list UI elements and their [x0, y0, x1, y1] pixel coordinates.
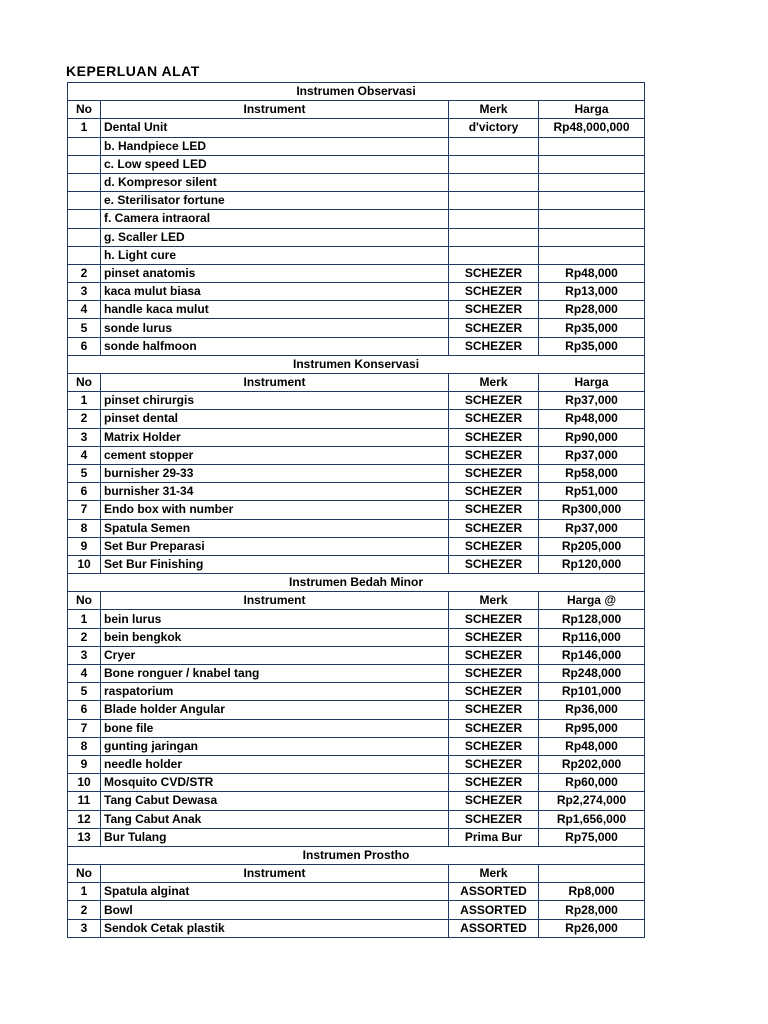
cell-no: 4 — [68, 301, 101, 319]
cell-harga: Rp205,000 — [539, 537, 645, 555]
cell-no — [68, 210, 101, 228]
table-row — [68, 628, 645, 646]
cell-harga: Rp35,000 — [539, 319, 645, 337]
cell-harga: Rp48,000 — [539, 410, 645, 428]
section-title: Instrumen Konservasi — [68, 355, 645, 373]
section-title: Instrumen Bedah Minor — [68, 574, 645, 592]
cell-merk: SCHEZER — [449, 337, 539, 355]
table-row — [68, 119, 645, 137]
cell-harga: Rp28,000 — [539, 901, 645, 919]
cell-instrument: cement stopper — [101, 446, 449, 464]
cell-harga — [539, 210, 645, 228]
cell-instrument: needle holder — [101, 755, 449, 773]
table-row — [68, 792, 645, 810]
header-instrument: Instrument — [101, 865, 449, 883]
cell-harga: Rp300,000 — [539, 501, 645, 519]
cell-merk: SCHEZER — [449, 810, 539, 828]
cell-merk: SCHEZER — [449, 464, 539, 482]
column-header-row — [68, 374, 645, 392]
cell-no: 2 — [68, 628, 101, 646]
cell-instrument: Tang Cabut Dewasa — [101, 792, 449, 810]
cell-harga: Rp51,000 — [539, 483, 645, 501]
cell-instrument: Cryer — [101, 646, 449, 664]
cell-instrument: Blade holder Angular — [101, 701, 449, 719]
cell-instrument: f. Camera intraoral — [101, 210, 449, 228]
cell-merk: ASSORTED — [449, 919, 539, 937]
cell-instrument: Mosquito CVD/STR — [101, 774, 449, 792]
cell-instrument: bein bengkok — [101, 628, 449, 646]
table-row — [68, 428, 645, 446]
cell-merk: SCHEZER — [449, 719, 539, 737]
cell-merk — [449, 155, 539, 173]
cell-no — [68, 137, 101, 155]
document-title: KEPERLUAN ALAT — [66, 63, 200, 79]
cell-merk: SCHEZER — [449, 319, 539, 337]
cell-harga: Rp35,000 — [539, 337, 645, 355]
cell-merk: SCHEZER — [449, 610, 539, 628]
cell-no: 5 — [68, 464, 101, 482]
table-row — [68, 828, 645, 846]
table-row — [68, 755, 645, 773]
header-no: No — [68, 865, 101, 883]
cell-instrument: Dental Unit — [101, 119, 449, 137]
cell-merk: SCHEZER — [449, 283, 539, 301]
cell-merk: SCHEZER — [449, 264, 539, 282]
cell-harga: Rp116,000 — [539, 628, 645, 646]
cell-instrument: pinset anatomis — [101, 264, 449, 282]
cell-harga — [539, 137, 645, 155]
cell-harga — [539, 192, 645, 210]
cell-instrument: g. Scaller LED — [101, 228, 449, 246]
cell-no: 3 — [68, 919, 101, 937]
cell-harga: Rp36,000 — [539, 701, 645, 719]
cell-no: 5 — [68, 319, 101, 337]
cell-harga — [539, 228, 645, 246]
table-row — [68, 264, 645, 282]
cell-merk: SCHEZER — [449, 483, 539, 501]
cell-harga: Rp37,000 — [539, 392, 645, 410]
cell-no — [68, 155, 101, 173]
cell-no: 7 — [68, 719, 101, 737]
cell-no — [68, 228, 101, 246]
section-title-row — [68, 83, 645, 101]
cell-no: 2 — [68, 410, 101, 428]
table-row — [68, 683, 645, 701]
cell-no: 6 — [68, 337, 101, 355]
cell-merk: SCHEZER — [449, 537, 539, 555]
cell-instrument: pinset chirurgis — [101, 392, 449, 410]
table-row — [68, 246, 645, 264]
cell-merk: SCHEZER — [449, 392, 539, 410]
header-merk: Merk — [449, 374, 539, 392]
table-row — [68, 392, 645, 410]
cell-instrument: kaca mulut biasa — [101, 283, 449, 301]
section-title: Instrumen Observasi — [68, 83, 645, 101]
cell-harga: Rp248,000 — [539, 665, 645, 683]
table-row — [68, 519, 645, 537]
table-row — [68, 155, 645, 173]
cell-harga: Rp48,000,000 — [539, 119, 645, 137]
cell-no — [68, 246, 101, 264]
header-no: No — [68, 374, 101, 392]
table-row — [68, 446, 645, 464]
cell-merk: SCHEZER — [449, 555, 539, 573]
cell-harga: Rp37,000 — [539, 446, 645, 464]
header-merk: Merk — [449, 592, 539, 610]
section-title-row — [68, 574, 645, 592]
table-row — [68, 483, 645, 501]
cell-merk — [449, 210, 539, 228]
cell-harga: Rp95,000 — [539, 719, 645, 737]
column-header-row — [68, 865, 645, 883]
cell-no: 2 — [68, 264, 101, 282]
cell-instrument: burnisher 31-34 — [101, 483, 449, 501]
cell-merk — [449, 246, 539, 264]
header-instrument: Instrument — [101, 101, 449, 119]
table-row — [68, 610, 645, 628]
cell-merk: SCHEZER — [449, 737, 539, 755]
table-row — [68, 810, 645, 828]
header-instrument: Instrument — [101, 374, 449, 392]
cell-no: 5 — [68, 683, 101, 701]
cell-no: 8 — [68, 737, 101, 755]
cell-instrument: Endo box with number — [101, 501, 449, 519]
table-row — [68, 774, 645, 792]
cell-no: 12 — [68, 810, 101, 828]
cell-merk: d'victory — [449, 119, 539, 137]
cell-no: 6 — [68, 483, 101, 501]
cell-no: 3 — [68, 283, 101, 301]
table-row — [68, 210, 645, 228]
cell-harga: Rp13,000 — [539, 283, 645, 301]
cell-harga: Rp28,000 — [539, 301, 645, 319]
table-row — [68, 283, 645, 301]
table-row — [68, 228, 645, 246]
cell-harga: Rp75,000 — [539, 828, 645, 846]
cell-instrument: Sendok Cetak plastik — [101, 919, 449, 937]
cell-harga: Rp101,000 — [539, 683, 645, 701]
cell-merk: SCHEZER — [449, 301, 539, 319]
cell-merk: ASSORTED — [449, 883, 539, 901]
header-harga: Harga — [539, 101, 645, 119]
header-instrument: Instrument — [101, 592, 449, 610]
table-row — [68, 337, 645, 355]
cell-no — [68, 192, 101, 210]
table-row — [68, 537, 645, 555]
cell-instrument: e. Sterilisator fortune — [101, 192, 449, 210]
cell-harga: Rp120,000 — [539, 555, 645, 573]
table-row — [68, 719, 645, 737]
cell-merk: SCHEZER — [449, 410, 539, 428]
cell-no: 1 — [68, 392, 101, 410]
cell-harga: Rp48,000 — [539, 737, 645, 755]
cell-merk — [449, 173, 539, 191]
cell-instrument: c. Low speed LED — [101, 155, 449, 173]
cell-instrument: bein lurus — [101, 610, 449, 628]
cell-harga: Rp202,000 — [539, 755, 645, 773]
table-row — [68, 919, 645, 937]
cell-harga: Rp60,000 — [539, 774, 645, 792]
equipment-table — [67, 82, 645, 938]
cell-instrument: Bowl — [101, 901, 449, 919]
cell-harga: Rp1,656,000 — [539, 810, 645, 828]
column-header-row — [68, 101, 645, 119]
cell-merk — [449, 228, 539, 246]
cell-no: 4 — [68, 446, 101, 464]
header-harga: Harga — [539, 374, 645, 392]
cell-merk: SCHEZER — [449, 755, 539, 773]
cell-merk: SCHEZER — [449, 646, 539, 664]
table-row — [68, 701, 645, 719]
table-row — [68, 173, 645, 191]
cell-merk: SCHEZER — [449, 428, 539, 446]
cell-instrument: Spatula alginat — [101, 883, 449, 901]
cell-no: 7 — [68, 501, 101, 519]
cell-no: 1 — [68, 610, 101, 628]
cell-harga: Rp90,000 — [539, 428, 645, 446]
cell-harga: Rp128,000 — [539, 610, 645, 628]
cell-no: 1 — [68, 119, 101, 137]
cell-no: 9 — [68, 755, 101, 773]
cell-merk: SCHEZER — [449, 446, 539, 464]
cell-no: 10 — [68, 555, 101, 573]
cell-instrument: sonde lurus — [101, 319, 449, 337]
cell-harga: Rp26,000 — [539, 919, 645, 937]
cell-harga: Rp48,000 — [539, 264, 645, 282]
cell-instrument: gunting jaringan — [101, 737, 449, 755]
cell-merk: SCHEZER — [449, 628, 539, 646]
cell-instrument: pinset dental — [101, 410, 449, 428]
cell-no: 8 — [68, 519, 101, 537]
cell-no: 11 — [68, 792, 101, 810]
cell-no: 4 — [68, 665, 101, 683]
cell-harga: Rp58,000 — [539, 464, 645, 482]
table-row — [68, 665, 645, 683]
cell-no: 13 — [68, 828, 101, 846]
cell-harga: Rp8,000 — [539, 883, 645, 901]
cell-no: 1 — [68, 883, 101, 901]
cell-merk — [449, 137, 539, 155]
table-row — [68, 464, 645, 482]
cell-instrument: Bur Tulang — [101, 828, 449, 846]
cell-harga — [539, 173, 645, 191]
cell-merk: SCHEZER — [449, 519, 539, 537]
cell-harga — [539, 246, 645, 264]
column-header-row — [68, 592, 645, 610]
cell-merk: ASSORTED — [449, 901, 539, 919]
table-row — [68, 646, 645, 664]
cell-no: 2 — [68, 901, 101, 919]
table-row — [68, 137, 645, 155]
cell-harga: Rp37,000 — [539, 519, 645, 537]
cell-merk: SCHEZER — [449, 665, 539, 683]
table-row — [68, 501, 645, 519]
cell-instrument: burnisher 29-33 — [101, 464, 449, 482]
cell-instrument: b. Handpiece LED — [101, 137, 449, 155]
header-merk: Merk — [449, 101, 539, 119]
cell-no: 6 — [68, 701, 101, 719]
cell-instrument: Set Bur Preparasi — [101, 537, 449, 555]
cell-instrument: handle kaca mulut — [101, 301, 449, 319]
table-row — [68, 192, 645, 210]
table-row — [68, 901, 645, 919]
cell-merk: SCHEZER — [449, 501, 539, 519]
cell-merk: SCHEZER — [449, 701, 539, 719]
cell-no: 9 — [68, 537, 101, 555]
cell-instrument: raspatorium — [101, 683, 449, 701]
table-row — [68, 555, 645, 573]
table-row — [68, 410, 645, 428]
cell-no — [68, 173, 101, 191]
header-harga — [539, 865, 645, 883]
cell-instrument: Tang Cabut Anak — [101, 810, 449, 828]
cell-merk: SCHEZER — [449, 774, 539, 792]
table-row — [68, 883, 645, 901]
header-harga: Harga @ — [539, 592, 645, 610]
cell-no: 3 — [68, 428, 101, 446]
cell-merk: Prima Bur — [449, 828, 539, 846]
cell-instrument: Bone ronguer / knabel tang — [101, 665, 449, 683]
cell-merk: SCHEZER — [449, 792, 539, 810]
cell-no: 10 — [68, 774, 101, 792]
cell-instrument: Matrix Holder — [101, 428, 449, 446]
cell-instrument: h. Light cure — [101, 246, 449, 264]
header-no: No — [68, 592, 101, 610]
cell-merk — [449, 192, 539, 210]
section-title: Instrumen Prostho — [68, 846, 645, 864]
table-row — [68, 737, 645, 755]
cell-instrument: Set Bur Finishing — [101, 555, 449, 573]
table-row — [68, 301, 645, 319]
cell-harga: Rp146,000 — [539, 646, 645, 664]
cell-harga — [539, 155, 645, 173]
table-row — [68, 319, 645, 337]
section-title-row — [68, 846, 645, 864]
cell-instrument: sonde halfmoon — [101, 337, 449, 355]
cell-merk: SCHEZER — [449, 683, 539, 701]
cell-harga: Rp2,274,000 — [539, 792, 645, 810]
header-merk: Merk — [449, 865, 539, 883]
cell-no: 3 — [68, 646, 101, 664]
header-no: No — [68, 101, 101, 119]
section-title-row — [68, 355, 645, 373]
cell-instrument: d. Kompresor silent — [101, 173, 449, 191]
cell-instrument: bone file — [101, 719, 449, 737]
cell-instrument: Spatula Semen — [101, 519, 449, 537]
